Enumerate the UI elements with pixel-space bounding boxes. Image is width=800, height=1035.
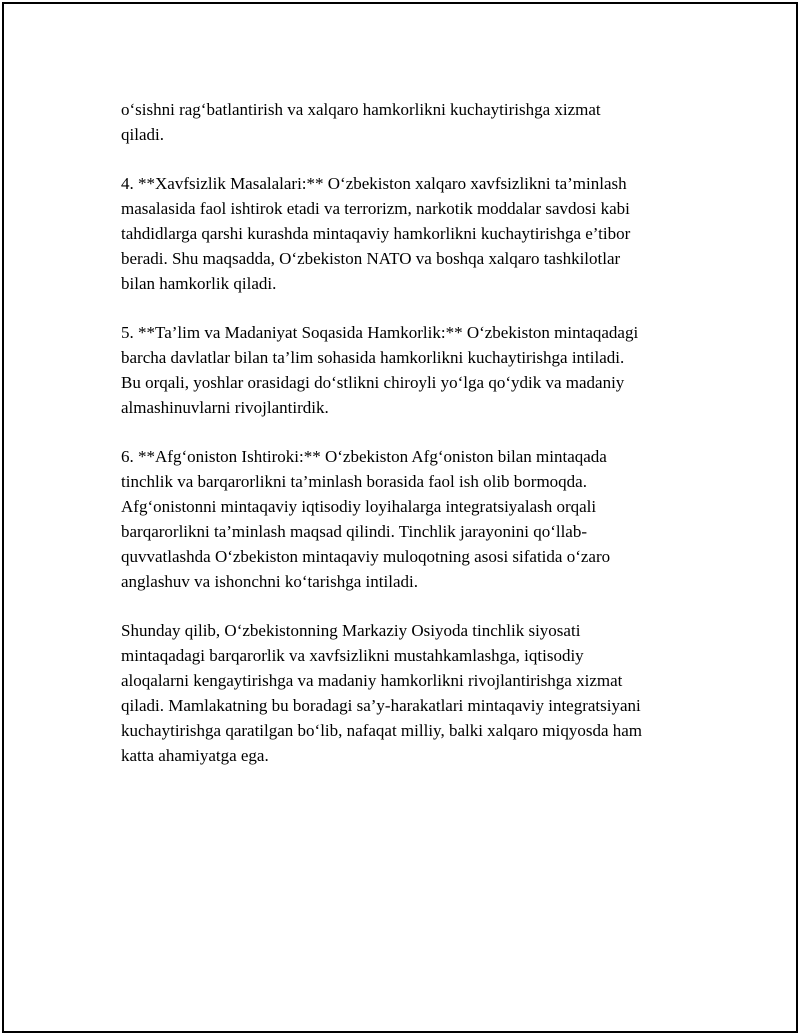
paragraph-conclusion: Shunday qilib, O‘zbekistonning Markaziy Osiyoda tinchlik siyosati mintaqadagi barqarorlik va xavfsizlikni mustahkamlashga, iqtisodiy aloqalarni kengaytirishga va madaniy hamkorlikni rivojlantirishga xizmat qiladi. Mamlakatning bu boradagi sa’y-harakatlari mintaqaviy integratsiyani kuchaytirishga qaratilgan bo‘lib, nafaqat milliy, balki xalqaro miqyosda ham katta ahamiyatga ega. bbox=[121, 621, 643, 765]
paragraph-afghanistan: 6. **Afg‘oniston Ishtiroki:** O‘zbekiston Afg‘oniston bilan mintaqada tinchlik va barqarorlikni ta’minlash borasida faol ish olib bormoqda. Afg‘onistonni mintaqaviy iqtisodiy loyihalarga integratsiyalash orqali barqarorlikni ta’minlash maqsad qilindi. Tinchlik jarayonini qo‘llab- quvvatlashda O‘zbekiston mintaqaviy muloqotning asosi sifatida o‘zaro anglashuv va ishonchni ko‘tarishga intiladi. bbox=[121, 447, 611, 591]
document-page bbox=[2, 2, 798, 1033]
paragraph-education-culture: 5. **Ta’lim va Madaniyat Soqasida Hamkorlik:** O‘zbekiston mintaqadagi barcha davlatlar bilan ta’lim sohasida hamkorlikni kuchaytirishga intiladi. Bu orqali, yoshlar orasidagi do‘stlikni chiroyli yo‘lga qo‘ydik va madaniy almashinuvlarni rivojlantirdik. bbox=[121, 323, 639, 417]
paragraph-intro-continuation: o‘sishni rag‘batlantirish va xalqaro hamkorlikni kuchaytirishga xizmat qiladi. bbox=[121, 100, 601, 144]
document-body bbox=[121, 97, 696, 768]
paragraph-security-issues: 4. **Xavfsizlik Masalalari:** O‘zbekiston xalqaro xavfsizlikni ta’minlash masalasida faol ishtirok etadi va terrorizm, narkotik moddalar savdosi kabi tahdidlarga qarshi kurashda mintaqaviy hamkorlikni kuchaytirishga e’tibor beradi. Shu maqsadda, O‘zbekiston NATO va boshqa xalqaro tashkilotlar bilan hamkorlik qiladi. bbox=[121, 174, 631, 293]
